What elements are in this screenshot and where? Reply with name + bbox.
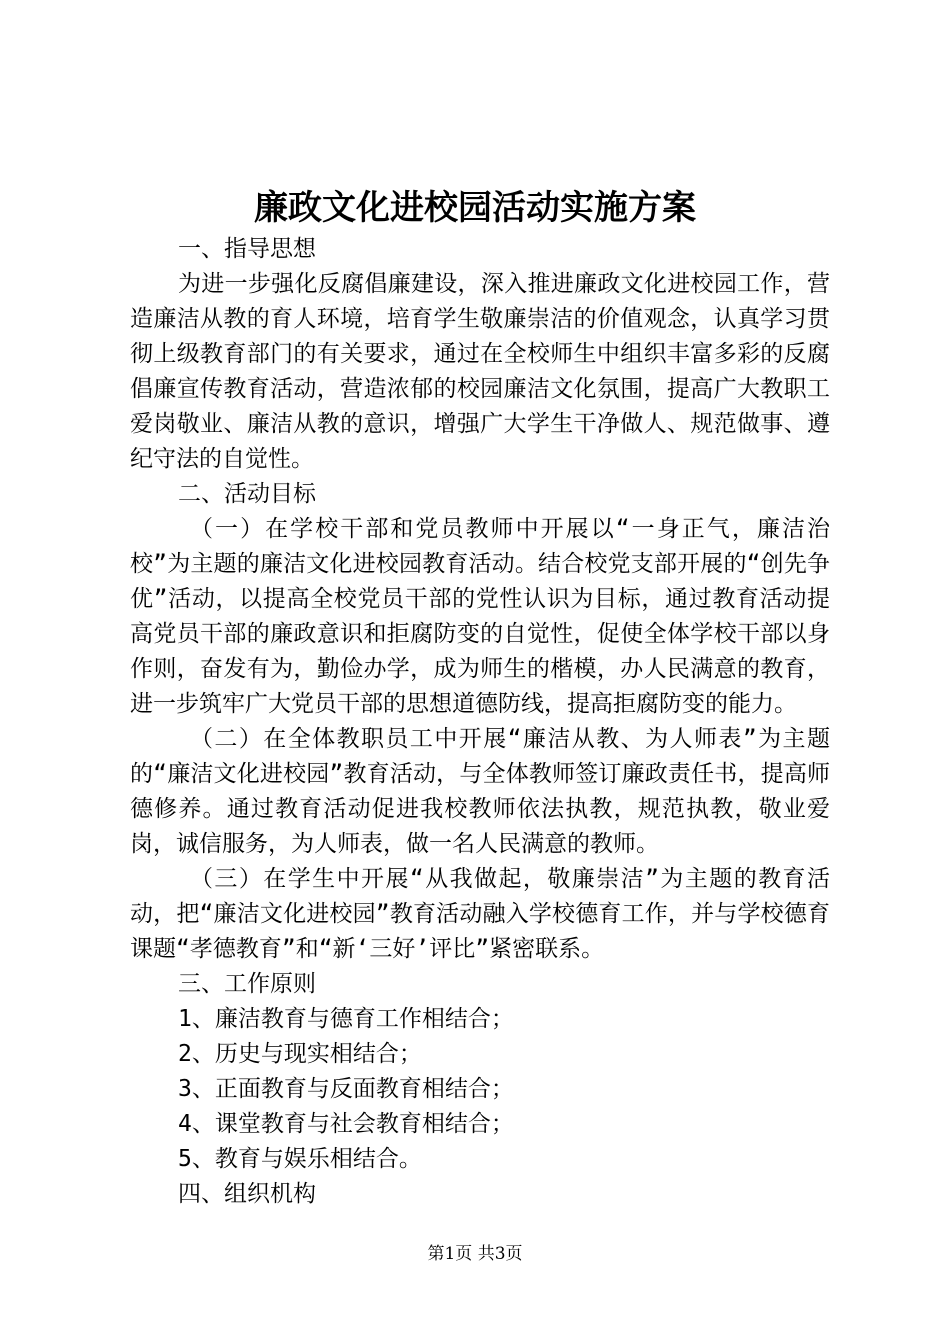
document-body: [130, 232, 830, 1212]
paragraph-goal-2: （二）在全体教职员工中开展“廉洁从教、为人师表”为主题的“廉洁文化进校园”教育活动，与全体教师签订廉政责任书，提高师德修养。通过教育活动促进我校教师依法执教，规范执教，敬业爱岗，诚信服务，为人师表，做一名人民满意的教师。: [130, 726, 830, 857]
paragraph-guiding-ideology: 为进一步强化反腐倡廉建设，深入推进廉政文化进校园工作，营造廉洁从教的育人环境，培育学生敬廉崇洁的价值观念，认真学习贯彻上级教育部门的有关要求，通过在全校师生中组织丰富多彩的反腐倡廉宣传教育活动，营造浓郁的校园廉洁文化氛围，提高广大教职工爱岗敬业、廉洁从教的意识，增强广大学生干净做人、规范做事、遵纪守法的自觉性。: [130, 271, 830, 472]
list-item-principle: 2、历史与现实相结合；: [178, 1041, 422, 1067]
list-item-principle: 1、廉洁教育与德育工作相结合；: [178, 1006, 514, 1032]
list-item-principle: 3、正面教育与反面教育相结合；: [178, 1076, 514, 1102]
section-heading-organization: 四、组织机构: [178, 1181, 316, 1207]
section-heading-guiding-ideology: 一、指导思想: [178, 236, 316, 262]
list-item-principle: 5、教育与娱乐相结合。: [178, 1146, 422, 1172]
paragraph-goal-3: （三）在学生中开展“从我做起，敬廉崇洁”为主题的教育活动，把“廉洁文化进校园”教育活动融入学校德育工作，并与学校德育课题“孝德教育”和“新‘三好’评比”紧密联系。: [130, 866, 830, 962]
paragraph-goal-1: （一）在学校干部和党员教师中开展以“一身正气，廉洁治校”为主题的廉洁文化进校园教育活动。结合校党支部开展的“创先争优”活动，以提高全校党员干部的党性认识为目标，通过教育活动提高党员干部的廉政意识和拒腐防变的自觉性，促使全体学校干部以身作则，奋发有为，勤俭办学，成为师生的楷模，办人民满意的教育，进一步筑牢广大党员干部的思想道德防线，提高拒腐防变的能力。: [130, 516, 830, 717]
section-heading-work-principles: 三、工作原则: [178, 971, 316, 997]
section-heading-activity-goals: 二、活动目标: [178, 481, 316, 507]
document-title: 廉政文化进校园活动实施方案: [254, 188, 696, 228]
page-number-footer: 第1页 共3页: [427, 1244, 523, 1264]
list-item-principle: 4、课堂教育与社会教育相结合；: [178, 1111, 514, 1137]
